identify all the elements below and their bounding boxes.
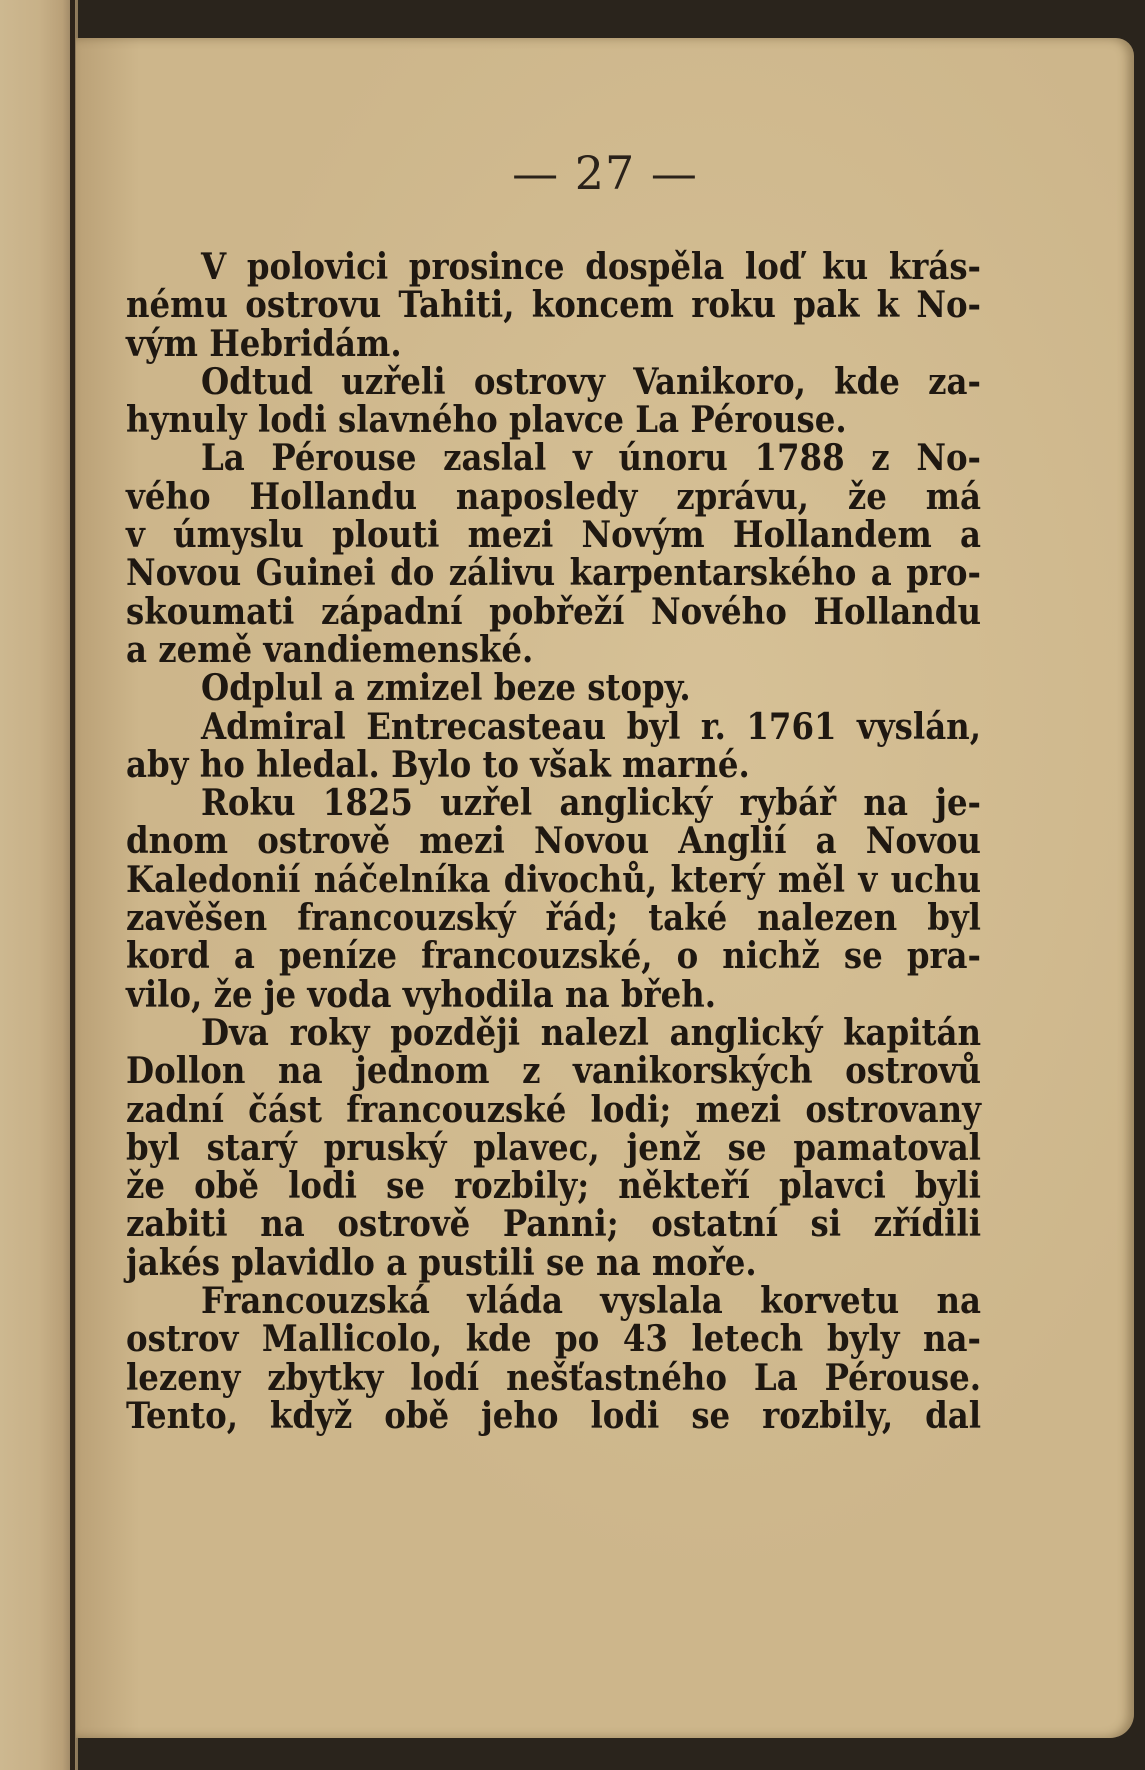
- text-line: Dollon na jednom z vanikorských ostrovů: [126, 1050, 981, 1093]
- text-line: vilo, že je voda vyhodila na břeh.: [126, 973, 716, 1016]
- text-line: aby ho hledal. Bylo to však marné.: [126, 743, 750, 786]
- text-line: nému ostrovu Tahiti, koncem roku pak k No-: [126, 284, 981, 327]
- text-line: ostrov Mallicolo, kde po 43 letech byly na-: [126, 1318, 981, 1361]
- text-line: jakés plavidlo a pustili se na moře.: [126, 1241, 757, 1284]
- text-line: Roku 1825 uzřel anglický rybář na je-: [201, 782, 981, 825]
- text-line: a země vandiemenské.: [126, 628, 534, 671]
- text-line: lezeny zbytky lodí nešťastného La Pérouse.: [126, 1356, 981, 1399]
- text-line: Francouzská vláda vyslala korvetu na: [201, 1280, 981, 1323]
- text-line: zabiti na ostrově Panni; ostatní si zřídili: [126, 1203, 981, 1246]
- text-line: dnom ostrově mezi Novou Anglií a Novou: [126, 820, 981, 863]
- facing-page-edge: [0, 0, 78, 1770]
- text-line: Novou Guinei do zálivu karpentarského a pro-: [126, 552, 981, 595]
- body-text: [126, 248, 981, 1435]
- text-line: v úmyslu plouti mezi Novým Hollandem a: [126, 514, 981, 557]
- text-line: V polovici prosince dospěla loď ku krás-: [201, 246, 981, 288]
- text-line: hynuly lodi slavného plavce La Pérouse.: [126, 399, 847, 442]
- page-number: — 27 —: [512, 146, 698, 200]
- book-page: [76, 38, 1134, 1738]
- text-line: zadní část francouzské lodi; mezi ostrovany: [126, 1088, 981, 1131]
- text-line: vého Hollandu naposledy zprávu, že má: [126, 475, 981, 518]
- text-line: Dva roky později nalezl anglický kapitán: [201, 1011, 981, 1054]
- text-line: La Pérouse zaslal v únoru 1788 z No-: [201, 437, 981, 480]
- text-line: Kaledonií náčelníka divochů, který měl v uchu: [126, 858, 981, 901]
- binding-rule: [70, 0, 75, 1770]
- text-line: zavěšen francouzský řád; také nalezen byl: [126, 897, 981, 940]
- text-line: že obě lodi se rozbily; někteří plavci byli: [126, 1165, 981, 1208]
- text-line: Admiral Entrecasteau byl r. 1761 vyslán,: [201, 705, 981, 748]
- text-line: byl starý pruský plavec, jenž se pamatoval: [126, 1126, 981, 1169]
- text-line: Tento, když obě jeho lodi se rozbily, dal: [126, 1394, 981, 1437]
- text-line: Odplul a zmizel beze stopy.: [201, 667, 691, 710]
- text-line: skoumati západní pobřeží Nového Hollandu: [126, 590, 981, 633]
- text-line: vým Hebridám.: [126, 322, 402, 365]
- text-line: kord a peníze francouzské, o nichž se pra-: [126, 935, 981, 978]
- text-line: Odtud uzřeli ostrovy Vanikoro, kde za-: [201, 360, 981, 403]
